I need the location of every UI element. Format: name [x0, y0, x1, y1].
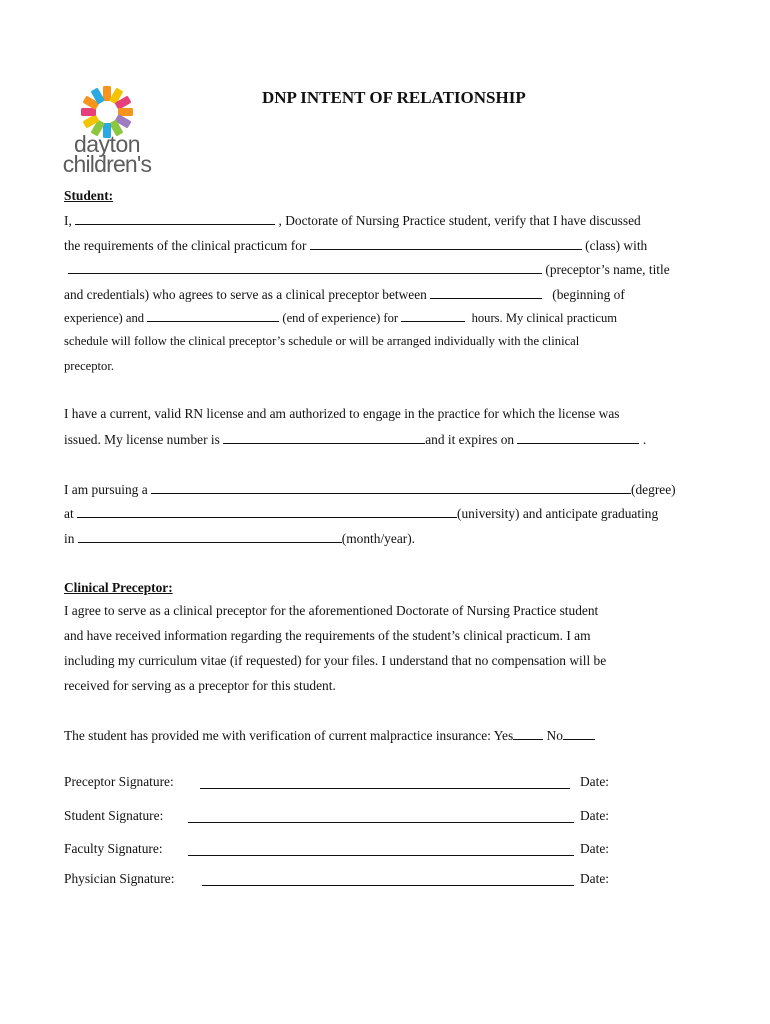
graduation-date-field[interactable] — [78, 530, 342, 543]
end-date-field[interactable] — [147, 309, 279, 322]
hours-field[interactable] — [401, 309, 465, 322]
preceptor-signature-field[interactable] — [200, 776, 570, 789]
student-line-11 — [64, 505, 658, 522]
physician-date-label: Date: — [580, 871, 609, 886]
logo-line-1: dayton — [73, 131, 141, 157]
text: (preceptor’s name, title — [545, 262, 670, 277]
student-signature-row — [64, 808, 163, 824]
signature-label: Student Signature: — [64, 808, 164, 823]
preceptor-signature-row — [64, 774, 174, 790]
text: (university) and anticipate graduating — [457, 506, 659, 521]
preceptor-heading: Clinical Preceptor: — [64, 580, 173, 595]
text: in — [64, 531, 75, 546]
student-line-9 — [64, 431, 646, 448]
signature-label: Physician Signature: — [64, 871, 175, 886]
faculty-date-label: Date: — [580, 841, 609, 856]
license-number-field[interactable] — [223, 431, 425, 444]
student-line-6: schedule will follow the clinical preceptor’s schedule or will be arranged individually with the clinical — [64, 334, 580, 348]
text: issued. My license number is — [64, 432, 220, 447]
text: I am pursuing a — [64, 482, 148, 497]
insurance-no-field[interactable] — [563, 727, 595, 740]
student-line-5 — [64, 309, 617, 326]
student-line-12 — [64, 530, 415, 547]
dayton-childrens-logo — [52, 84, 162, 184]
logo-line-2: children's — [62, 151, 152, 177]
text: and credentials) who agrees to serve as a clinical preceptor between — [64, 287, 427, 302]
text: I, — [64, 213, 72, 228]
student-heading: Student: — [64, 188, 114, 203]
text: the requirements of the clinical practicum for — [64, 238, 307, 253]
student-signature-field[interactable] — [188, 810, 574, 823]
faculty-signature-field[interactable] — [188, 843, 574, 856]
text: (class) with — [585, 238, 648, 253]
text: (end of experience) for — [282, 311, 399, 325]
signature-label: Preceptor Signature: — [64, 774, 174, 789]
preceptor-name-field[interactable] — [68, 261, 542, 274]
insurance-line — [64, 727, 595, 744]
text: No — [546, 728, 563, 743]
student-line-8: I have a current, valid RN license and am authorized to engage in the practice for which the license was — [64, 406, 620, 421]
preceptor-date-label: Date: — [580, 774, 609, 789]
faculty-signature-row — [64, 841, 163, 857]
text: The student has provided me with verification of current malpractice insurance: Yes — [64, 728, 514, 743]
student-line-7: preceptor. — [64, 359, 114, 373]
preceptor-line-2: and have received information regarding the requirements of the student’s clinical practicum. I am — [64, 628, 591, 643]
text: , Doctorate of Nursing Practice student, verify that I have discussed — [278, 213, 641, 228]
student-line-4 — [64, 286, 625, 303]
preceptor-line-3: including my curriculum vitae (if requested) for your files. I understand that no compensation will be — [64, 653, 607, 668]
text: . — [642, 432, 647, 447]
page-title: DNP INTENT OF RELATIONSHIP — [262, 88, 526, 107]
signature-label: Faculty Signature: — [64, 841, 163, 856]
student-line-1 — [64, 212, 641, 229]
text: and it expires on — [425, 432, 515, 447]
physician-signature-row — [64, 871, 174, 887]
class-field[interactable] — [310, 237, 582, 250]
insurance-yes-field[interactable] — [513, 727, 543, 740]
physician-signature-field[interactable] — [202, 873, 574, 886]
student-date-label: Date: — [580, 808, 609, 823]
license-expiry-field[interactable] — [517, 431, 639, 444]
text: experience) and — [64, 311, 145, 325]
text: hours. My clinical practicum — [471, 311, 618, 325]
text: (month/year). — [341, 531, 416, 546]
logo-wordmark — [52, 131, 162, 177]
preceptor-line-4: received for serving as a preceptor for this student. — [64, 678, 336, 693]
preceptor-line-1: I agree to serve as a clinical preceptor for the aforementioned Doctorate of Nursing Practice student — [64, 603, 599, 618]
student-line-2 — [64, 237, 647, 254]
student-line-10 — [64, 481, 676, 498]
text: at — [64, 506, 74, 521]
student-line-3 — [68, 261, 670, 278]
degree-field[interactable] — [151, 481, 631, 494]
beginning-date-field[interactable] — [430, 286, 542, 299]
student-name-field[interactable] — [75, 212, 275, 225]
text: (degree) — [631, 482, 676, 497]
text: (beginning of — [552, 287, 625, 302]
university-field[interactable] — [77, 505, 457, 518]
